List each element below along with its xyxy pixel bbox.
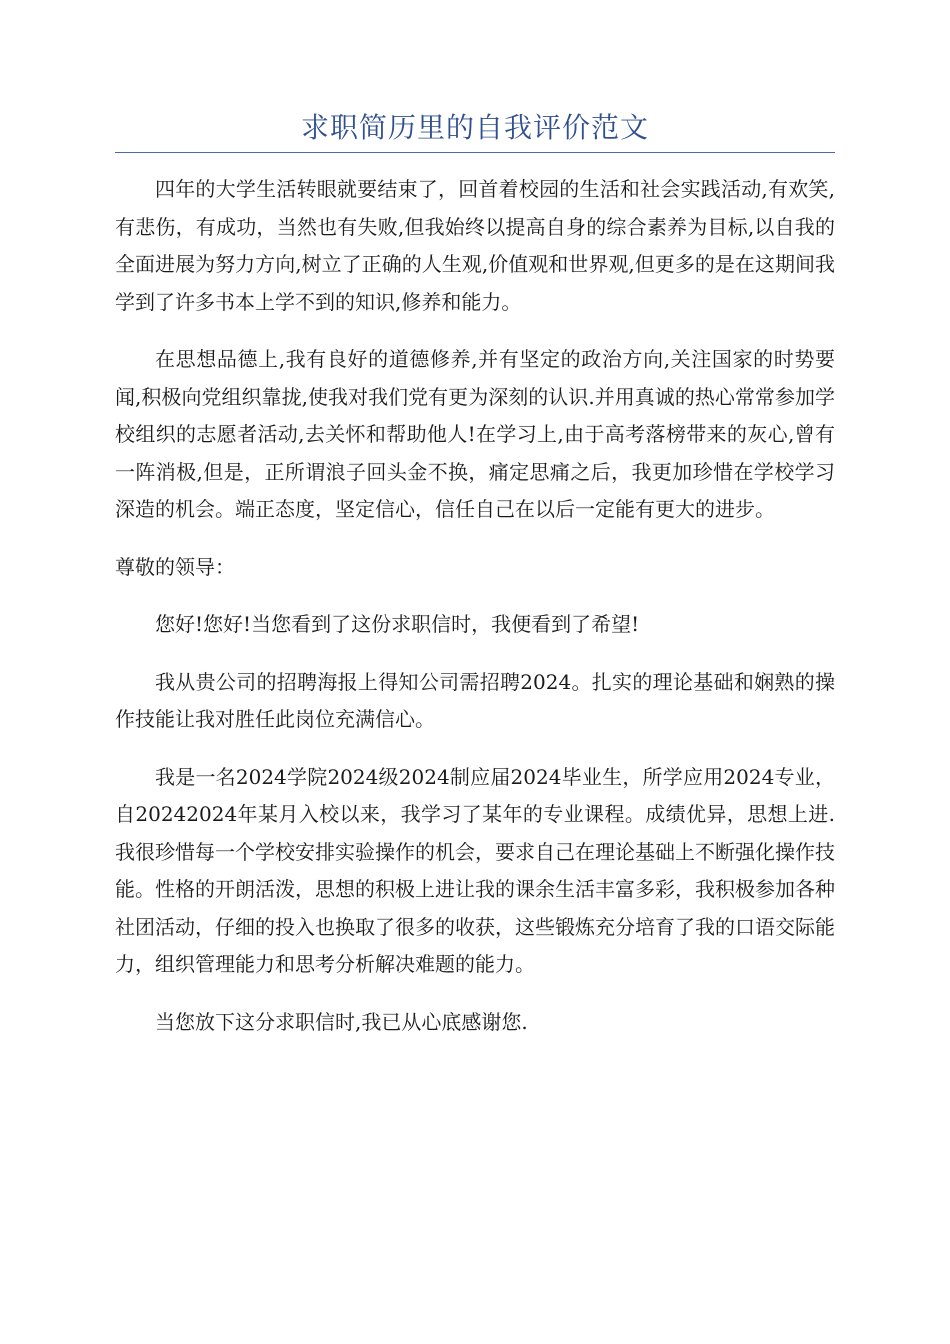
paragraph-moral-character: 在思想品德上,我有良好的道德修养,并有坚定的政治方向,关注国家的时势要闻,积极向党组织靠拢,使我对我们党有更为深刻的认识.并用真诚的热心常常参加学校组织的志愿者活动,去关怀和帮助他人!在学习上,由于高考落榜带来的灰心,曾有一阵消极,但是，正所谓浪子回头金不换，痛定思痛之后，我更加珍惜在学校学习深造的机会。端正态度，坚定信心，信任自己在以后一定能有更大的进步。 (115, 347, 835, 521)
salutation: 尊敬的领导： (115, 554, 235, 579)
document-page (115, 108, 835, 1061)
paragraph-background: 我是一名2024学院2024级2024制应届2024毕业生，所学应用2024专业，自20242024年某月入校以来，我学习了某年的专业课程。成绩优异，思想上进.我很珍惜每一个学校安排实验操作的机会，要求自己在理论基础上不断强化操作技能。性格的开朗活泼，思想的积极上进让我的课余生活丰富多彩，我积极参加各种社团活动，仔细的投入也换取了很多的收获，这些锻炼充分培育了我的口语交际能力，组织管理能力和思考分析解决难题的能力。 (115, 764, 835, 976)
paragraph-closing: 当您放下这分求职信时,我已从心底感谢您. (155, 1009, 528, 1034)
paragraph-greeting: 您好!您好!当您看到了这份求职信时，我便看到了希望! (155, 612, 640, 636)
document-body (115, 171, 835, 1041)
paragraph-intro: 四年的大学生活转眼就要结束了，回首着校园的生活和社会实践活动,有欢笑,有悲伤，有成功，当然也有失败,但我始终以提高自身的综合素养为目标,以自我的全面进展为努力方向,树立了正确的人生观,价值观和世界观,但更多的是在这期间我学到了许多书本上学不到的知识,修养和能力。 (115, 177, 835, 314)
document-title: 求职简历里的自我评价范文 (115, 108, 835, 153)
paragraph-job-source: 我从贵公司的招聘海报上得知公司需招聘2024。扎实的理论基础和娴熟的操作技能让我对胜任此岗位充满信心。 (115, 669, 835, 731)
